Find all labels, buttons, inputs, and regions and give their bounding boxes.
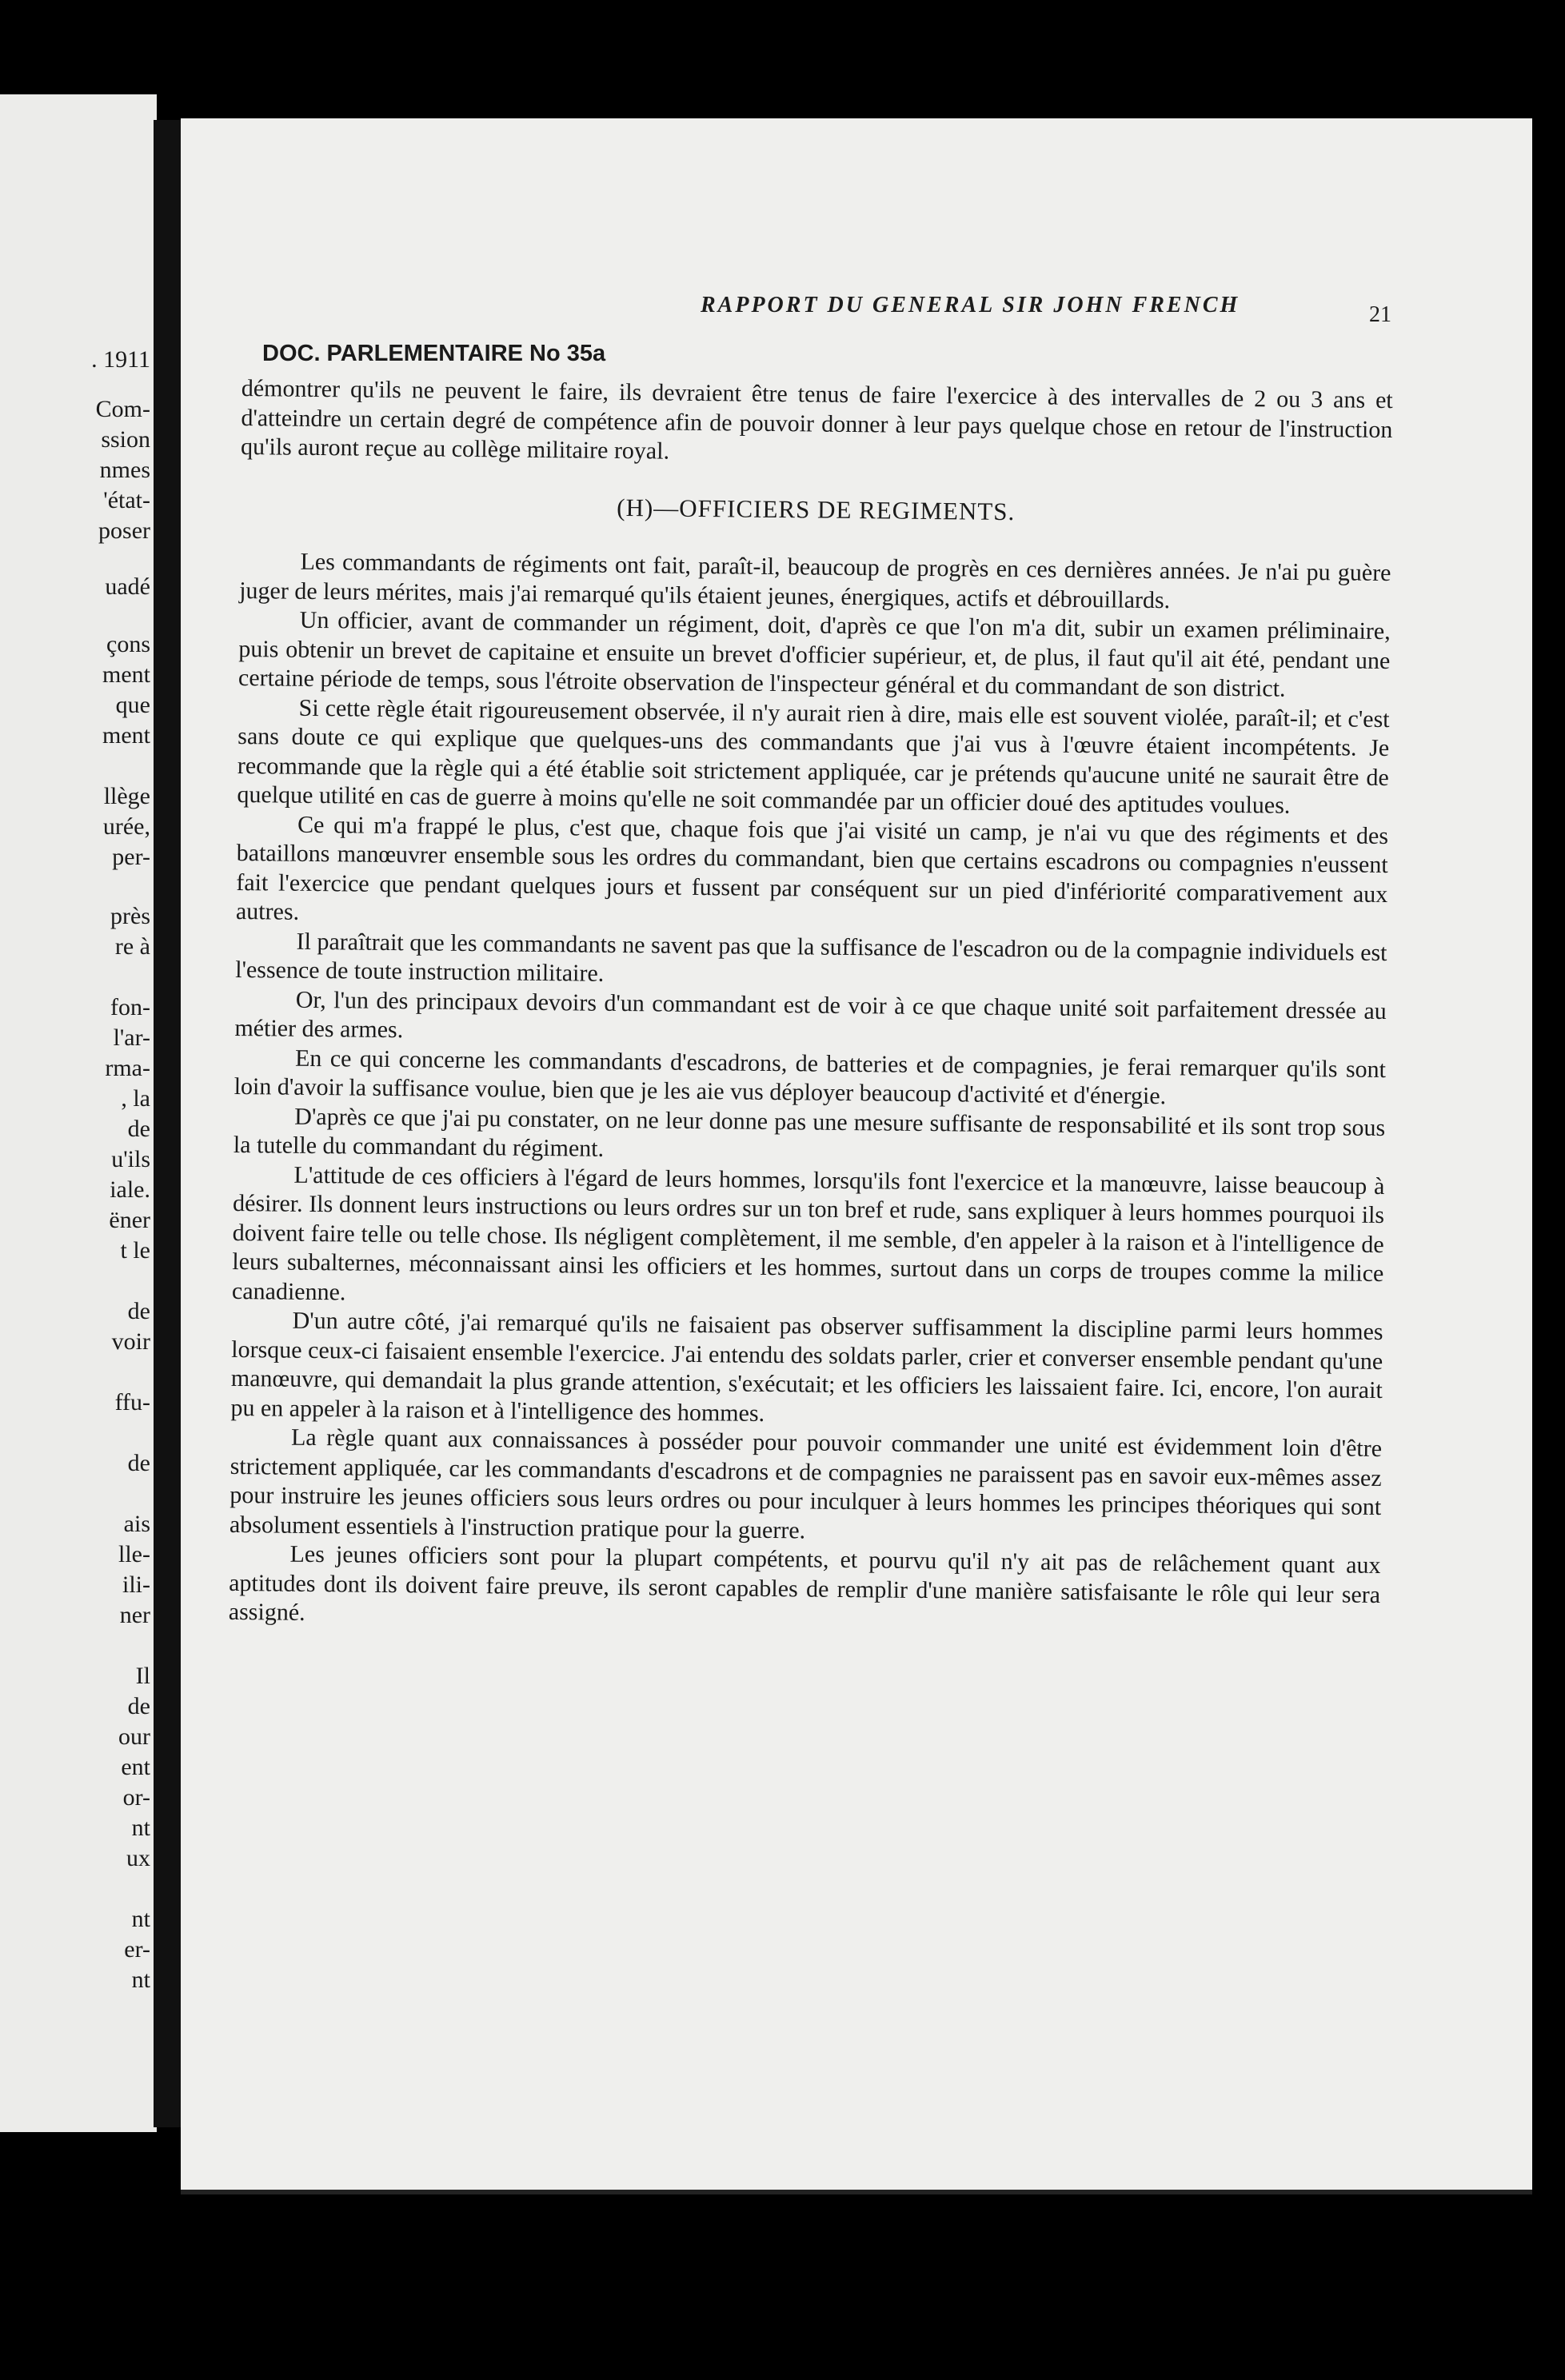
left-page-line: voir [111,1328,150,1355]
left-page-line: t le [120,1237,150,1264]
left-page-line: ili- [122,1571,150,1598]
left-page-line: ffu- [114,1389,150,1416]
left-page-line: urée, [102,813,150,840]
running-header: RAPPORT DU GENERAL SIR JOHN FRENCH [701,293,1240,317]
document-page [181,118,1532,2190]
left-page-line: ner [119,1602,150,1628]
left-page-line: . 1911 [91,346,150,373]
left-page-line: que [115,692,150,718]
section-heading: (H)—OFFICIERS DE REGIMENTS. [617,493,1016,525]
left-page-line: Il [135,1663,150,1689]
left-page-line: llège [103,783,150,809]
paragraph: Or, l'un des principaux devoirs d'un commandant est de voir à ce que chaque unité soit parfaitement dressée au métier des armes. [234,986,1387,1044]
paragraph: Un officier, avant de commander un régiment, doit, d'après ce que l'on m'a dit, subir un examen préliminaire, puis obtenir un brevet de capitaine et ensuite un brevet d'officier supérieur, et, de plus, il faut qu'il ait été, pendant une certaine période de temps, sous l'étroite observation de l'inspecteur général et du commandant de son district. [238,606,1391,702]
left-page-line: ent [121,1754,150,1780]
left-page-line: lle- [118,1541,150,1567]
left-page-line: per- [112,844,150,870]
previous-page-fragment [0,94,157,2132]
left-page-line: nt [131,1967,150,1993]
left-page-line: ssion [101,426,150,453]
left-page-line: çons [106,631,150,657]
left-page-line: or- [122,1784,150,1811]
left-page-line: rma- [105,1055,150,1081]
left-page-line: ment [102,722,150,749]
left-page-line: de [127,1298,150,1324]
left-page-line: ais [123,1511,150,1537]
paragraph: D'un autre côté, j'ai remarqué qu'ils ne faisaient pas observer suffisamment la discipline parmi leurs hommes lorsque ceux-ci faisaient ensemble l'exercice. J'ai entendu des soldats parler, crier et converser ensemble pendant qu'une manœuvre, qui demandait la plus grande attention, s'exécutait; et les officiers les laissaient faire. Ici, encore, l'on aurait pu en appeler à la raison et à l'intelligence des hommes. [230,1307,1383,1427]
left-page-line: de [127,1116,150,1142]
left-page-line: fon- [110,994,150,1020]
paragraph: Ce qui m'a frappé le plus, c'est que, chaque fois que j'ai visité un camp, je n'ai vu que des régiments et des bataillons manœuvrer ensemble sous les ordres du commandant, bien que certains escadrons ou compagnies n'eussent fait l'exercice que pendant quelques jours et fussent par conséquent sur un pied d'infériorité comparativement aux autres. [235,811,1389,925]
left-page-line: de [127,1693,150,1719]
left-page-line: u'ils [111,1146,150,1172]
paragraph: Si cette règle était rigoureusement observée, il n'y aurait rien à dire, mais elle est souvent violée, paraît-il; et c'est sans doute ce qui explique que quelques-uns des commandants que j'ai vus à l'œuvre étaient incompétents. Je recommande que la règle qui a été établie soit strictement appliquée, car je prétends qu'aucune unité ne saurait être de quelque utilité en cas de guerre à moins qu'elle ne soit commandée par un officier doué des aptitudes voulues. [237,694,1390,819]
left-page-line: près [110,903,150,929]
paragraph: L'attitude de ces officiers à l'égard de leurs hommes, lorsqu'ils font l'exercice et la manœuvre, laisse beaucoup à désirer. Ils donnent leurs instructions ou leurs ordres sur un ton bref et rude, sans expliquer à leurs hommes pourquoi ils doivent faire telle ou telle chose. Ils négligent complètement, il me semble, d'en appeler à la raison et à l'intelligence de leurs subalternes, méconnaissant ainsi les officiers et les hommes, surtout dans un corps de troupes comme la milice canadienne. [231,1161,1385,1305]
left-page-line: er- [124,1936,150,1963]
page-gutter [154,120,182,2127]
left-page-line: ment [102,661,150,688]
body-text [229,374,1393,1639]
left-page-line: 'état- [103,487,150,513]
page-number: 21 [1369,302,1391,327]
left-page-line: our [118,1723,150,1750]
paragraph: D'après ce que j'ai pu constater, on ne leur donne pas une mesure suffisante de responsabilité et ils sont trop sous la tutelle du commandant du régiment. [233,1103,1386,1162]
opening-paragraph: démontrer qu'ils ne peuvent le faire, ils devraient être tenus de faire l'exercice à des intervalles de 2 ou 3 ans et d'atteindre un certain degré de compétence afin de pouvoir donner à leur pays quelque chose en retour de l'instruction qu'ils auront reçue au collège militaire royal. [240,374,1393,465]
page-bottom-edge [181,2190,1532,2194]
paragraph: Il paraîtrait que les commandants ne savent pas que la suffisance de l'escadron ou de la compagnie individuels est l'essence de toute instruction militaire. [235,928,1387,987]
left-page-line: , la [121,1085,150,1112]
left-page-line: re à [114,933,150,960]
left-page-line: Com- [95,396,150,422]
document-label: DOC. PARLEMENTAIRE No 35a [262,341,606,366]
paragraph: Les commandants de régiments ont fait, paraît-il, beaucoup de progrès en ces dernières années. Je n'ai pu guère juger de leurs mérites, mais j'ai remarqué qu'ils étaient jeunes, énergiques, actifs et débrouillards. [238,548,1391,613]
left-page-line: poser [98,517,150,544]
left-page-line: nt [131,1906,150,1932]
left-page-line: ux [126,1845,150,1871]
left-page-line: nmes [99,457,150,483]
left-page-line: uadé [105,573,150,600]
paragraph: Les jeunes officiers sont pour la plupart compétents, et pourvu qu'il n'y ait pas de relâchement quant aux aptitudes dont ils doivent faire preuve, ils seront capables de remplir d'une manière satisfaisante le rôle qui leur sera assigné. [228,1540,1381,1626]
left-page-line: iale. [110,1176,150,1203]
paragraph: En ce qui concerne les commandants d'escadrons, de batteries et de compagnies, je ferai remarquer qu'ils sont loin d'avoir la suffisance voulue, bien que je les aie vus déployer beaucoup d'activité et d'énergie. [234,1044,1387,1110]
left-page-line: de [127,1450,150,1476]
left-page-line: ëner [109,1207,150,1233]
paragraph: La règle quant aux connaissances à posséder pour pouvoir commander une unité est évidemment loin d'être strictement appliquée, car les commandants d'escadrons et de compagnies ne paraissent pas en savoir eux-mêmes assez pour instruire les jeunes officiers sous leurs ordres ou pour inculquer à leurs hommes les principes théoriques qui sont absolument essentiels à l'instruction pratique pour la guerre. [229,1424,1383,1543]
left-page-line: l'ar- [113,1024,150,1051]
left-page-line: nt [131,1815,150,1841]
